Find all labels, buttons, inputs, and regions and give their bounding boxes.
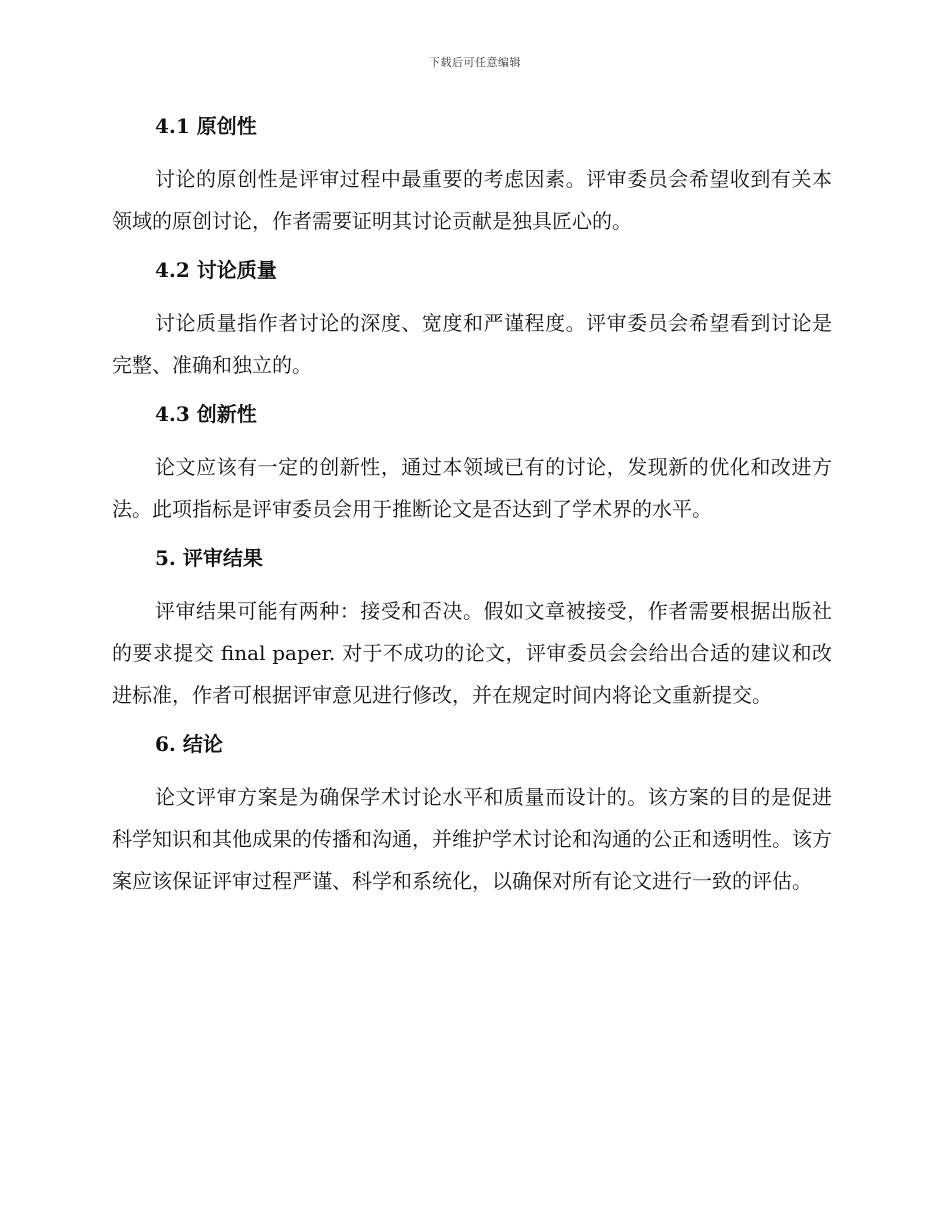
section-heading: 6. 结论 xyxy=(155,732,223,756)
section-paragraph: 讨论的原创性是评审过程中最重要的考虑因素。评审委员会希望收到有关本领域的原创讨论，作者需要证明其讨论贡献是独具匠心的。 xyxy=(112,167,832,233)
page-header: 下载后可任意编辑 xyxy=(429,56,521,69)
section-heading: 4.3 创新性 xyxy=(155,402,257,426)
section-conclusion xyxy=(112,726,832,902)
section-paragraph: 评审结果可能有两种：接受和否决。假如文章被接受，作者需要根据出版社的要求提交 final paper. 对于不成功的论文，评审委员会会给出合适的建议和改进标准，作者可根据评审意见进行修改，并在规定时间内将论文重新提交。 xyxy=(112,599,832,707)
section-heading: 5. 评审结果 xyxy=(155,546,263,570)
section-innovation xyxy=(112,396,832,530)
section-quality xyxy=(112,252,832,386)
section-paragraph: 讨论质量指作者讨论的深度、宽度和严谨程度。评审委员会希望看到讨论是完整、准确和独立的。 xyxy=(112,311,832,377)
document-body xyxy=(112,108,832,912)
section-paragraph: 论文应该有一定的创新性，通过本领域已有的讨论，发现新的优化和改进方法。此项指标是评审委员会用于推断论文是否达到了学术界的水平。 xyxy=(112,455,832,521)
section-review-result xyxy=(112,540,832,716)
section-heading: 4.1 原创性 xyxy=(155,114,257,138)
section-paragraph: 论文评审方案是为确保学术讨论水平和质量而设计的。该方案的目的是促进科学知识和其他成果的传播和沟通，并维护学术讨论和沟通的公正和透明性。该方案应该保证评审过程严谨、科学和系统化，以确保对所有论文进行一致的评估。 xyxy=(112,785,832,893)
section-heading: 4.2 讨论质量 xyxy=(155,258,277,282)
section-originality xyxy=(112,108,832,242)
